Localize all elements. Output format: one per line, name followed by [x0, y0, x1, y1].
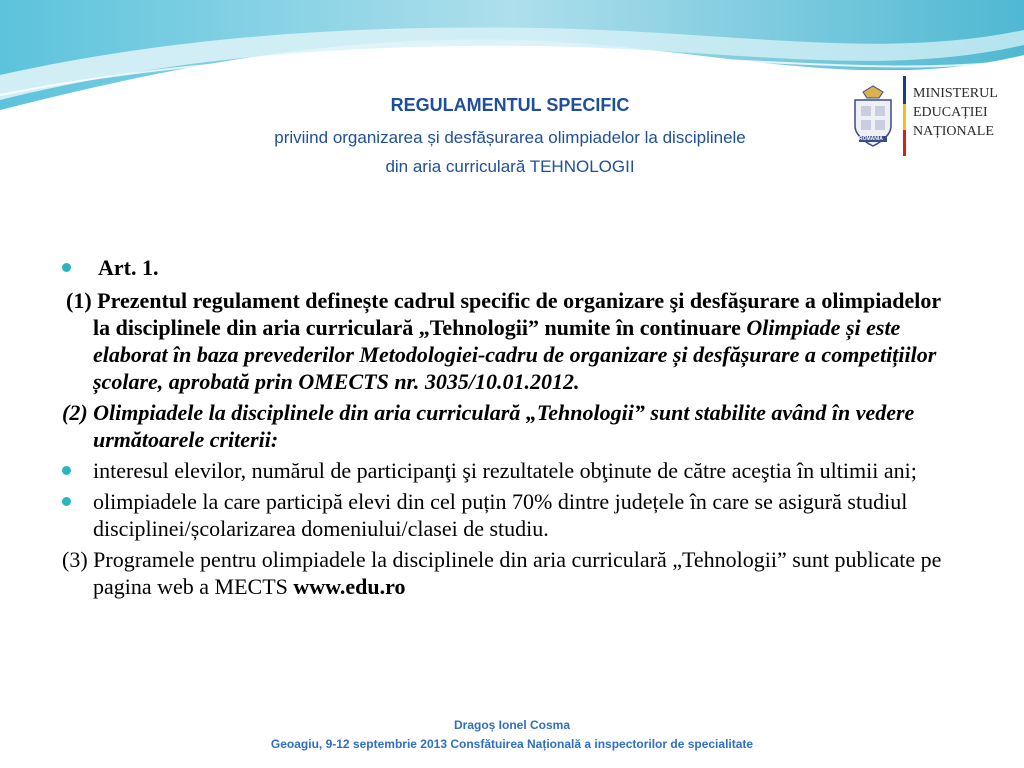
criteria-item-1: [62, 457, 962, 484]
bullet-icon: [62, 263, 71, 272]
criteria-item-2-text: olimpiadele la care participă elevi din cel puțin 70% dintre județele în care se asigură studiul disciplinei/școlarizarea domeniului/clasei de studiu.: [93, 489, 908, 541]
logo-text: [913, 84, 998, 141]
paragraph-1: [62, 287, 962, 395]
bullet-icon: [62, 497, 71, 506]
page-subtitle-line-1: priviind organizarea și desfășurarea olimpiadelor la disciplinele: [274, 128, 746, 147]
logo-divider-blue: [903, 76, 906, 104]
footer-author: Dragoș Ionel Cosma: [453, 718, 571, 732]
regulation-content: [62, 254, 962, 604]
paragraph-1-italic: Olimpiade și este elaborat în baza prevederilor Metodologiei-cadru de organizare și desfășurare a competițiilor școlare, aprobată prin OMECTS nr. 3035/10.01.2012.: [93, 315, 937, 394]
page-title: REGULAMENTUL SPECIFIC: [390, 95, 630, 115]
article-heading: [62, 254, 962, 281]
article-title: Art. 1.: [98, 255, 159, 280]
page-subtitle-line-2: din aria curriculară TEHNOLOGII: [385, 157, 635, 176]
logo-divider-yellow: [903, 104, 906, 130]
criteria-item-2: [62, 488, 962, 542]
paragraph-3-text: (3) Programele pentru olimpiadele la disciplinele din aria curriculară „Tehnologii” sunt publicate pe pagina web a MECTS: [62, 547, 942, 599]
logo-line-1: MINISTERUL: [913, 86, 998, 101]
bullet-icon: [62, 466, 71, 475]
ministry-logo: [845, 70, 1010, 162]
paragraph-2: (2) Olimpiadele la disciplinele din aria curriculară „Tehnologii” sunt stabilite având în vedere următoarele criterii:: [62, 400, 915, 452]
emblem-label: ROMÂNIA: [859, 136, 883, 142]
paragraph-3: [62, 546, 962, 600]
logo-line-3: NAȚIONALE: [913, 124, 994, 139]
logo-divider-red: [903, 130, 906, 156]
criteria-item-1-text: interesul elevilor, numărul de participanţi şi rezultatele obţinute de către aceştia în ultimii ani;: [93, 458, 917, 483]
logo-line-2: EDUCAȚIEI: [913, 105, 988, 120]
edu-website-link[interactable]: www.edu.ro: [293, 574, 406, 599]
paragraph-1-bold: (1) Prezentul regulament definește cadrul specific de organizare şi desfăşurare a olimpiadelor la disciplinele din aria curriculară „Tehnologii” numite în continuare: [66, 288, 941, 340]
footer-event: Geoagiu, 9-12 septembrie 2013 Consfătuirea Națională a inspectorilor de specialitate: [270, 737, 754, 751]
